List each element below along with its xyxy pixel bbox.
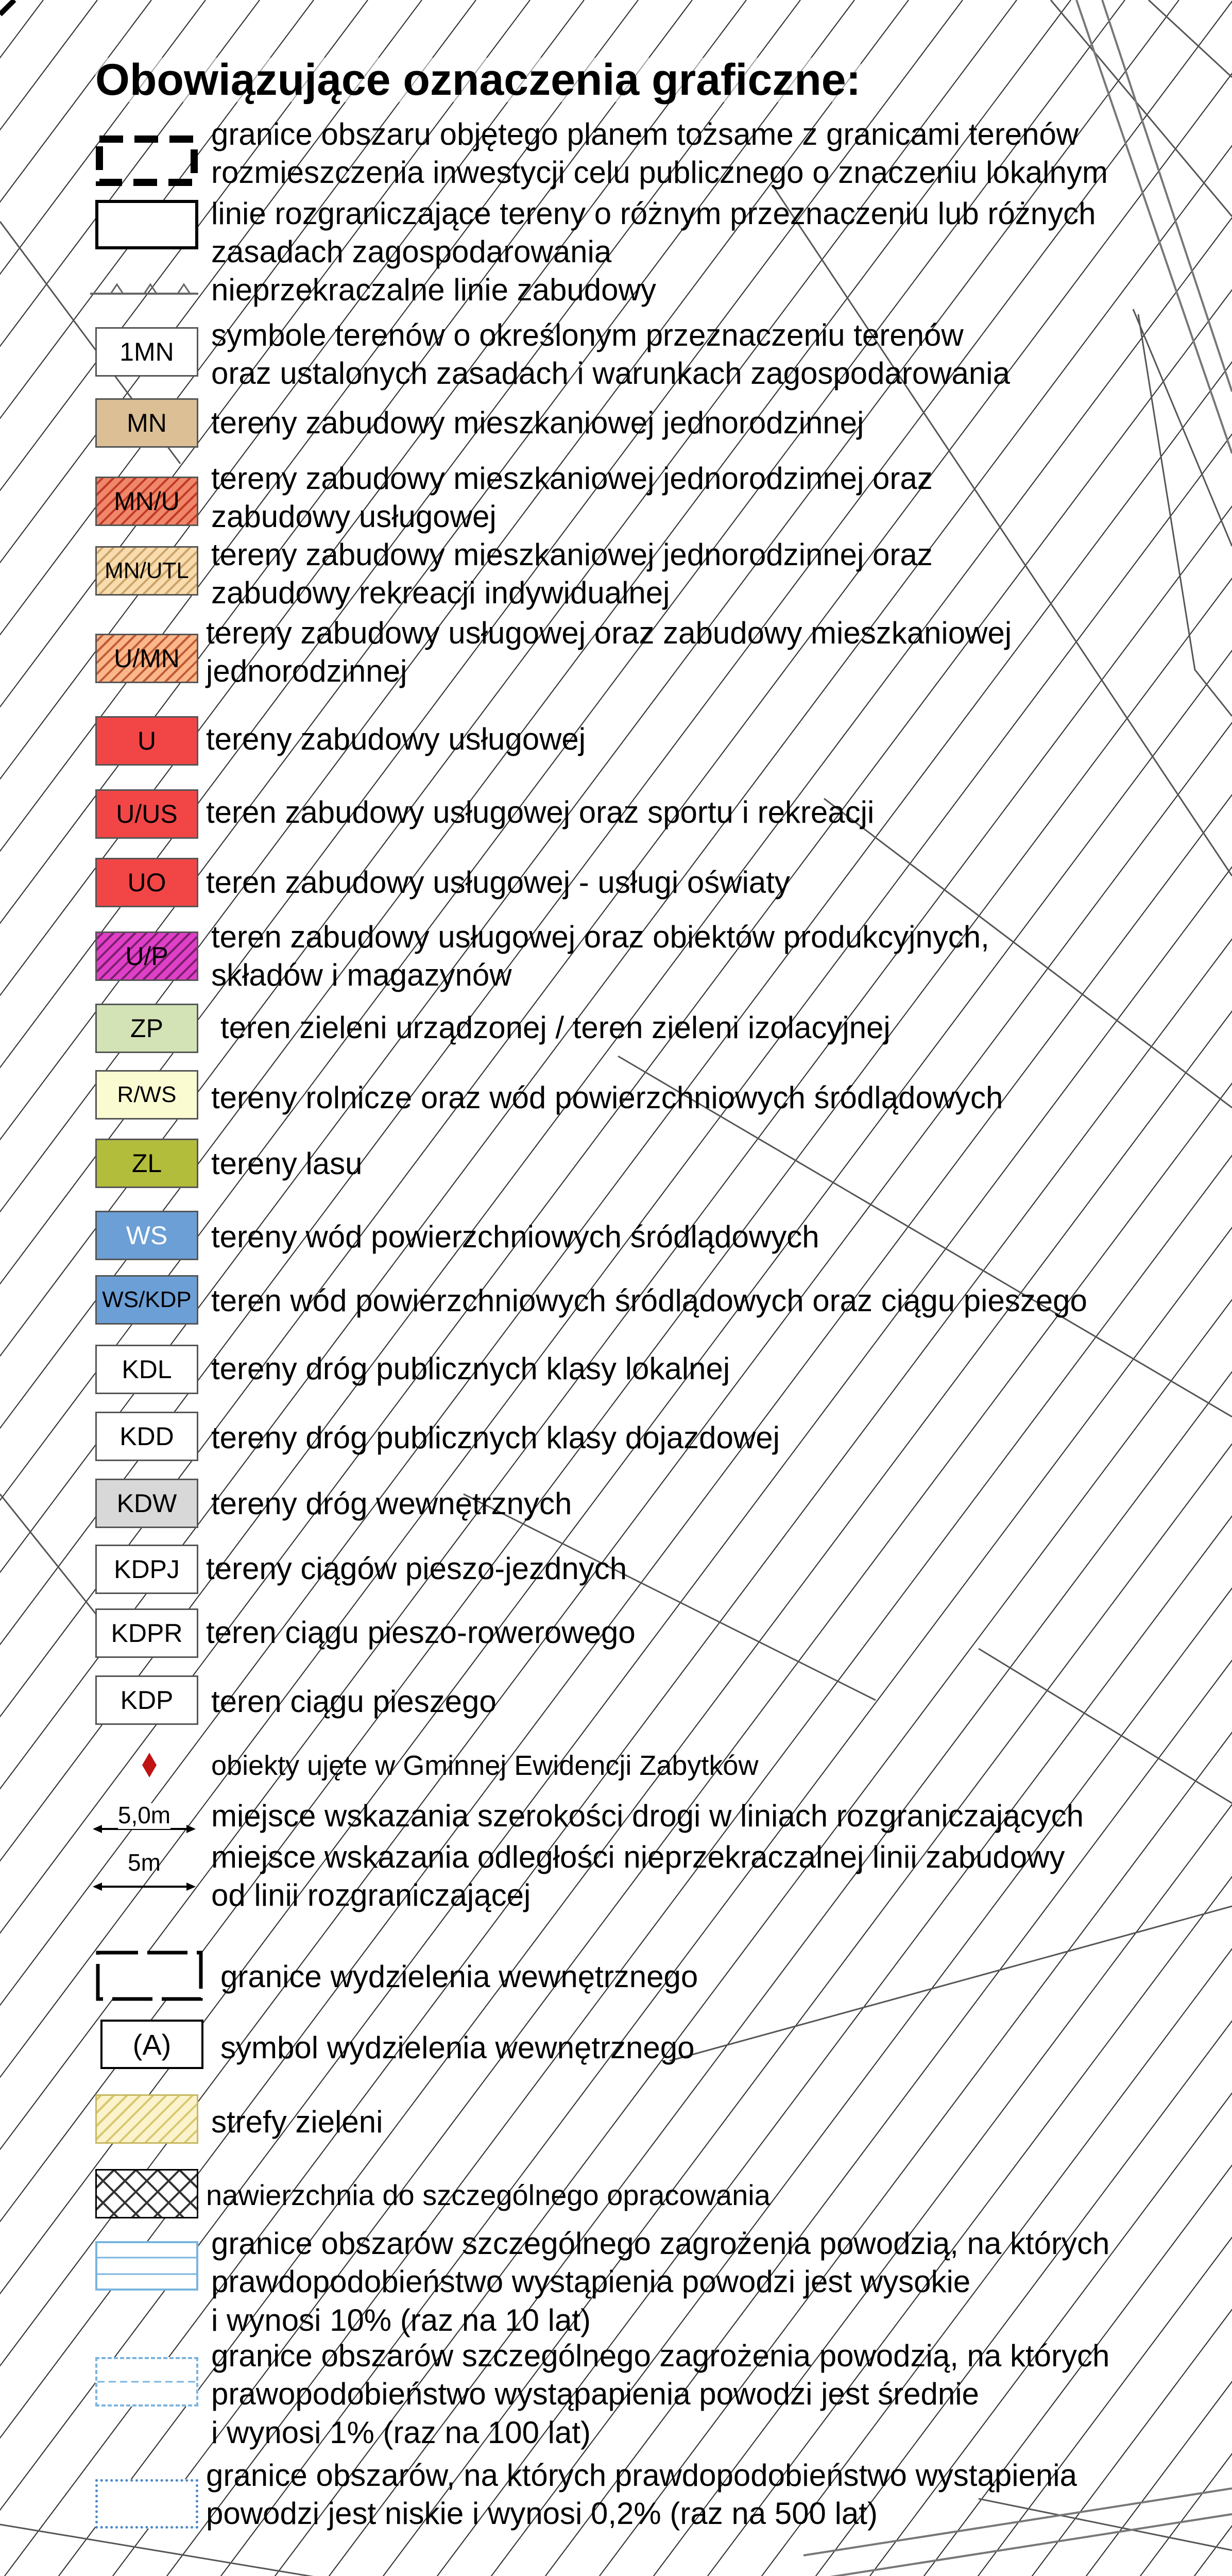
symbol-u-p: U/P bbox=[95, 931, 198, 981]
symbol-u-us-label: teren zabudowy usługowej oraz sportu i rekreacji bbox=[206, 795, 875, 829]
flood-medium-symbol bbox=[95, 2357, 198, 2406]
symbol-mn-label: tereny zabudowy mieszkaniowej jednorodzinnej bbox=[211, 405, 864, 440]
symbol-kdd: KDD bbox=[95, 1412, 198, 1461]
symbol-mn-utl-label: tereny zabudowy mieszkaniowej jednorodzinnej oraz zabudowy rekreacji indywidualnej bbox=[211, 537, 933, 611]
symbol-kdpr: KDPR bbox=[95, 1608, 198, 1658]
green-zone-symbol bbox=[95, 2094, 198, 2144]
flood-high-symbol bbox=[95, 2241, 198, 2291]
symbol-kdpj-label: tereny ciągów pieszo-jezdnych bbox=[206, 1551, 627, 1586]
symbol-r-ws-label: tereny rolnicze oraz wód powierzchniowych śródlądowych bbox=[211, 1080, 1003, 1115]
symbol-kdp-label: teren ciągu pieszego bbox=[211, 1684, 497, 1719]
symbol-kdpr-label: teren ciągu pieszo-rowerowego bbox=[206, 1615, 636, 1650]
symbol-kdw-label: tereny dróg wewnętrznych bbox=[211, 1486, 572, 1521]
symbol-ws: WS bbox=[95, 1211, 198, 1260]
special-surface-label: nawierzchnia do szczególnego opracowania bbox=[206, 2179, 771, 2211]
symbol-u-mn-label: tereny zabudowy usługowej oraz zabudowy mieszkaniowej jednorodzinnej bbox=[206, 616, 1012, 689]
flood-low-label: granice obszarów, na których prawdopodobieństwo wystąpienia powodzi jest niskie i wynosi 0,2% (raz na 500 lat) bbox=[206, 2458, 1077, 2531]
symbol-kdd-label: tereny dróg publicznych klasy dojazdowej bbox=[211, 1420, 780, 1455]
symbol-r-ws: R/WS bbox=[95, 1070, 198, 1120]
dividing-line-label: linie rozgraniczające tereny o różnym przeznaczeniu lub różnych zasadach zagospodarowania bbox=[211, 196, 1096, 269]
symbol-zl-label: tereny lasu bbox=[211, 1146, 363, 1181]
symbol-u-us: U/US bbox=[95, 789, 198, 839]
plan-boundary-label: granice obszaru objętego planem tożsame z granicami terenów rozmieszczenia inwestycji celu publicznego o znaczeniu lokalnym bbox=[211, 117, 1108, 190]
symbol-a-label: symbol wydzielenia wewnętrznego bbox=[220, 2030, 695, 2065]
road-width-symbol: 5,0m bbox=[93, 1803, 196, 1839]
symbol-mn-utl: MN/UTL bbox=[95, 546, 198, 596]
symbol-uo-label: teren zabudowy usługowej - usługi oświaty bbox=[206, 865, 790, 900]
symbol-ws-kdp-label: teren wód powierzchniowych śródlądowych oraz ciągu pieszego bbox=[211, 1283, 1087, 1318]
internal-division-boundary-symbol bbox=[95, 1950, 203, 2002]
symbol-zl: ZL bbox=[95, 1139, 198, 1188]
symbol-kdw: KDW bbox=[95, 1479, 198, 1528]
symbol-zp: ZP bbox=[95, 1004, 198, 1053]
symbol-u-mn: U/MN bbox=[95, 634, 198, 683]
symbol-u-p-label: teren zabudowy usługowej oraz obiektów produkcyjnych, składów i magazynów bbox=[211, 920, 989, 993]
flood-high-label: granice obszarów szczególnego zagrożenia powodzią, na których prawdopodobieństwo wystąpienia powodzi jest wysokie i wynosi 10% (raz na 10 lat) bbox=[211, 2226, 1110, 2337]
legend-title-obowiazujace: Obowiązujące oznaczenia graficzne: bbox=[95, 55, 861, 105]
symbol-kdpj: KDPJ bbox=[95, 1545, 198, 1594]
building-line-label: nieprzekraczalne linie zabudowy bbox=[211, 273, 656, 307]
symbol-ws-kdp: WS/KDP bbox=[95, 1275, 198, 1325]
symbol-uo: UO bbox=[95, 858, 198, 907]
flood-low-symbol bbox=[95, 2479, 198, 2529]
setback-distance-label: miejsce wskazania odległości nieprzekraczalnej linii zabudowy od linii rozgraniczającej bbox=[211, 1840, 1065, 1913]
symbol-kdl: KDL bbox=[95, 1345, 198, 1394]
symbol-kdp: KDP bbox=[95, 1675, 198, 1725]
building-line-symbol bbox=[90, 278, 198, 299]
internal-division-boundary-label: granice wydzielenia wewnętrznego bbox=[220, 1959, 698, 1994]
flood-medium-label: granice obszarów szczególnego zagrożenia powodzią, na których prawopodobieństwo wystąpapienia powodzi jest średnie i wynosi 1% (raz na 100 lat) bbox=[211, 2338, 1110, 2450]
symbol-mn: MN bbox=[95, 398, 198, 448]
heritage-diamond-icon bbox=[139, 1751, 160, 1780]
symbol-u: U bbox=[95, 716, 198, 766]
symbol-1mn-label: symbole terenów o określonym przeznaczeniu terenów oraz ustalonych zasadach i warunkach zagospodarowania bbox=[211, 318, 1010, 391]
dividing-line-symbol bbox=[95, 200, 198, 249]
symbol-kdl-label: tereny dróg publicznych klasy lokalnej bbox=[211, 1351, 730, 1386]
green-zone-label: strefy zieleni bbox=[211, 2105, 383, 2139]
symbol-mn-u: MN/U bbox=[95, 477, 198, 526]
plan-boundary-symbol bbox=[95, 135, 198, 187]
heritage-label: obiekty ujęte w Gminnej Ewidencji Zabytków bbox=[211, 1750, 759, 1781]
symbol-zp-label: teren zieleni urządzonej / teren zieleni izolacyjnej bbox=[220, 1010, 891, 1045]
symbol-a: (A) bbox=[100, 2020, 203, 2069]
setback-distance-symbol: 5m bbox=[93, 1849, 196, 1895]
special-surface-symbol bbox=[95, 2169, 198, 2218]
symbol-1mn: 1MN bbox=[95, 327, 198, 377]
symbol-mn-u-label: tereny zabudowy mieszkaniowej jednorodzinnej oraz zabudowy usługowej bbox=[211, 461, 933, 534]
road-width-label: miejsce wskazania szerokości drogi w liniach rozgraniczających bbox=[211, 1799, 1084, 1833]
symbol-u-label: tereny zabudowy usługowej bbox=[206, 722, 586, 756]
symbol-ws-label: tereny wód powierzchniowych śródlądowych bbox=[211, 1219, 819, 1254]
